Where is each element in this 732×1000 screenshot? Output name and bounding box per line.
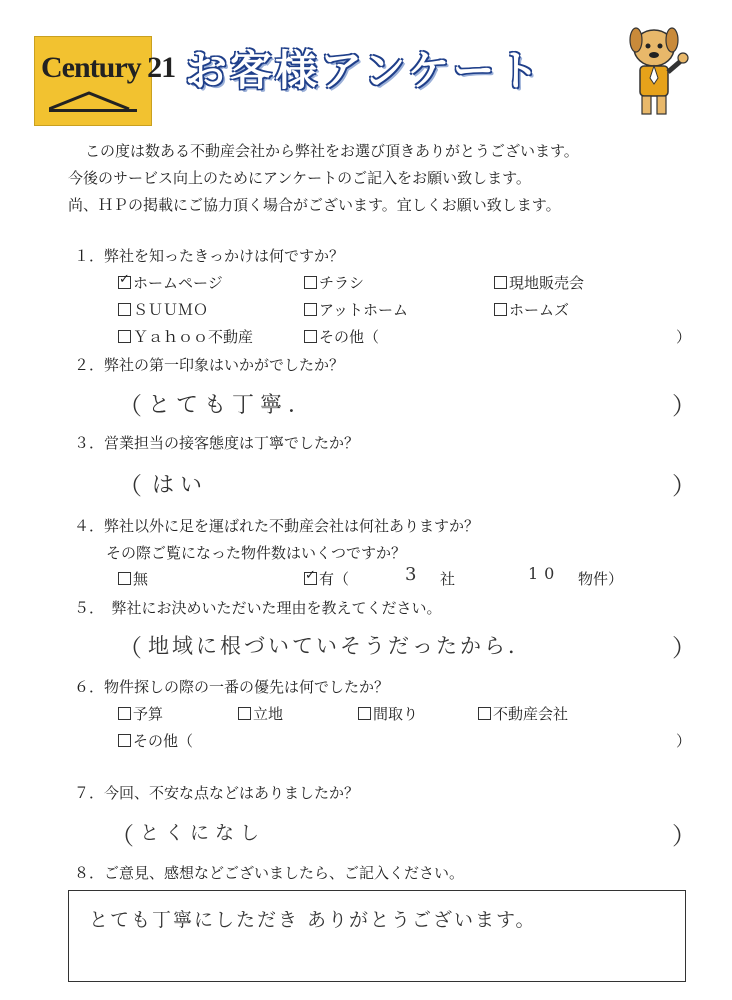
century21-logo [34,36,176,126]
page-title: お客様アンケート [185,46,543,95]
q5-answer[interactable]: 地域に根づいていそうだったから． [148,634,532,658]
q1-option-suumo[interactable]: ＳＵＵＭＯ [118,299,208,320]
question-3: ３．営業担当の接客態度は丁寧でしたか？ [74,434,360,452]
q4-option-yes[interactable]: ✓ 有（ [304,568,349,589]
q3-close-paren: ） [672,472,696,500]
question-8: ８．ご意見、感想などございましたら、ご記入ください。 [74,864,465,882]
q1-option-homes[interactable]: ホームズ [494,299,569,320]
comment-box[interactable] [68,890,686,982]
intro-line-2: 今後のサービス向上のためにアンケートのご記入をお願い致します。 [68,169,531,187]
checkbox[interactable] [478,707,491,720]
q6-option-floor-plan[interactable]: 間取り [358,703,418,724]
mascot-dog-icon [624,22,694,118]
checkbox[interactable] [304,276,317,289]
q6-option-budget[interactable]: 予算 [118,703,163,724]
checkbox[interactable] [304,330,317,343]
q1-option-other[interactable]: その他（ [304,326,379,347]
q4-companies-unit: 社 [440,570,456,588]
question-2: ２．弊社の第一印象はいかがでしたか？ [74,356,345,374]
logo-house-icon [49,87,139,115]
q6-other-close-paren: ） [676,732,692,750]
checkbox[interactable] [304,303,317,316]
q5-open-paren: （ [118,634,142,662]
question-6: ６．物件探しの際の一番の優先は何でしたか？ [74,678,390,696]
checkbox[interactable] [494,303,507,316]
checkbox[interactable] [118,303,131,316]
q7-answer[interactable]: とくになし [140,822,266,844]
logo-text: Century 21 [41,51,176,84]
question-4-sub: その際ご覧になった物件数はいくつですか？ [106,544,407,562]
q1-option-yahoo[interactable]: Ｙａｈｏｏ不動産 [118,326,253,347]
q6-option-other[interactable]: その他（ [118,730,193,751]
q1-option-athome[interactable]: アットホーム [304,299,408,320]
checkbox-checked[interactable] [118,276,131,289]
checkbox[interactable] [358,707,371,720]
checkbox[interactable] [118,707,131,720]
q4-properties-unit: 物件） [578,570,624,588]
q4-properties-count[interactable]: 10 [528,564,561,583]
checkbox-checked[interactable] [304,572,317,585]
question-1: １．弊社を知ったきっかけは何ですか？ [74,247,345,265]
checkbox[interactable] [118,330,131,343]
checkbox[interactable] [238,707,251,720]
checkbox[interactable] [118,572,131,585]
q3-answer[interactable]: はい [152,473,209,498]
q1-option-flyer[interactable]: チラシ [304,272,364,293]
q5-close-paren: ） [672,634,696,662]
question-4: ４．弊社以外に足を運ばれた不動産会社は何社ありますか？ [74,517,480,535]
q1-option-open-house[interactable]: 現地販売会 [494,272,584,293]
q2-open-paren: （ [118,392,142,420]
q2-answer[interactable]: とても丁寧． [148,393,317,418]
q7-close-paren: ） [672,822,696,850]
q7-open-paren: （ [110,822,134,850]
q1-option-homepage[interactable]: ✓ホームページ [118,272,223,293]
checkbox[interactable] [118,734,131,747]
checkbox[interactable] [494,276,507,289]
q8-answer[interactable]: とても丁寧にしただき ありがとうございます。 [89,909,537,931]
q4-option-none[interactable]: 無 [118,568,148,589]
q2-close-paren: ） [672,392,696,420]
question-7: ７．今回、不安な点などはありましたか？ [74,784,360,802]
intro-line-1: この度は数ある不動産会社から弊社をお選び頂きありがとうございます。 [85,142,579,160]
intro-line-3: 尚、ＨＰの掲載にご協力頂く場合がございます。宜しくお願い致します。 [68,196,561,214]
q1-other-close-paren: ） [676,328,692,346]
q3-open-paren: （ [118,472,142,500]
q4-companies-count[interactable]: 3 [405,564,423,585]
q6-option-location[interactable]: 立地 [238,703,283,724]
question-5: ５． 弊社にお決めいただいた理由を教えてください。 [74,599,442,617]
q6-option-agency[interactable]: 不動産会社 [478,703,568,724]
